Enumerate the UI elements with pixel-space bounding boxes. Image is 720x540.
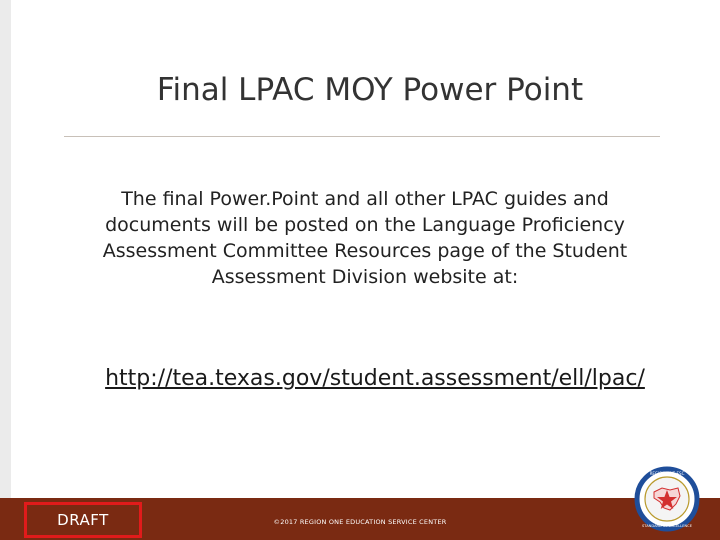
logo-bottom-text: STANDARD OF EXCELLENCE (642, 524, 692, 528)
slide-body-text: The final Power.Point and all other LPAC guides and documents will be posted on the Language Proficiency Assessment Committee Resources page of the Student Assessment Division website at: (102, 188, 628, 288)
region-one-seal-icon (634, 466, 700, 532)
logo-top-text: REGION ONE ESC (649, 471, 685, 476)
draft-label: DRAFT (24, 502, 142, 538)
title-divider (64, 136, 660, 137)
slide-title: Final LPAC MOY Power Point (156, 72, 584, 108)
left-accent-strip (0, 0, 11, 540)
lpac-resources-link[interactable]: http://tea.texas.gov/student.assessment/ell/lpac/ (105, 366, 645, 391)
copyright-text: ©2017 REGION ONE EDUCATION SERVICE CENTER (273, 518, 447, 526)
